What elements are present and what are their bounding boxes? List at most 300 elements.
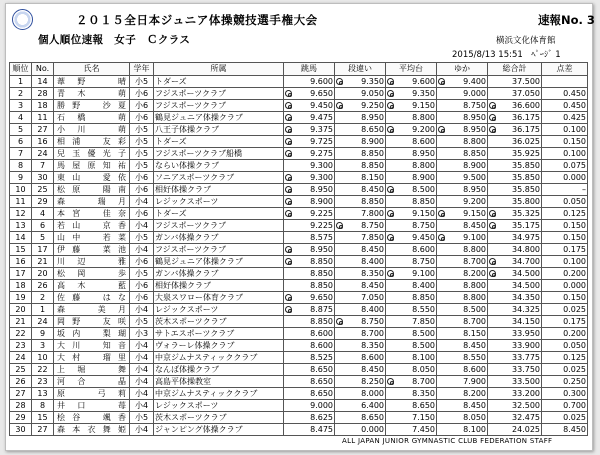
cell-rank: 16 [10,256,32,268]
cell-total: 36.175 [488,112,542,124]
cell-rank: 5 [10,124,32,136]
top-score-mark-icon [336,318,343,325]
cell-total: 34.500 [488,268,542,280]
cell-name: 兒玉優光子 [54,148,130,160]
cell-diff: 0.075 [542,160,588,172]
cell-beam: 8.650 [386,400,437,412]
cell-bars: 8.650 [335,412,386,424]
top-score-mark-icon [438,234,445,241]
cell-bars: 9.050 [335,88,386,100]
cell-club: サトエスポーツクラブ [154,328,284,340]
federation-footer: ALL JAPAN JUNIOR GYMNASTIC CLUB FEDERATION STAFF [342,437,553,445]
cell-bars: 0.000 [335,424,386,436]
cell-grade: 小4 [130,304,154,316]
cell-beam: 8.600 [386,244,437,256]
cell-rank: 24 [10,352,32,364]
cell-diff: 0.100 [542,256,588,268]
cell-floor: 9.100 [437,232,488,244]
cell-vault: 8.600 [284,328,335,340]
cell-no: 2 [32,292,54,304]
cell-diff: 0.025 [542,412,588,424]
top-score-mark-icon [336,102,343,109]
cell-grade: 小6 [130,280,154,292]
cell-total: 32.475 [488,412,542,424]
cell-total: 34.700 [488,256,542,268]
cell-bars: 8.350 [335,268,386,280]
cell-diff: 0.150 [542,292,588,304]
cell-total: 34.325 [488,304,542,316]
table-row [10,316,588,328]
table-row [10,400,588,412]
cell-vault: 9.000 [284,400,335,412]
cell-rank: 18 [10,280,32,292]
cell-floor: 8.950 [437,184,488,196]
cell-club: 中京ジムナスティッククラブ [154,352,284,364]
cell-vault: 9.650 [284,88,335,100]
cell-grade: 小4 [130,220,154,232]
cell-club: ヴォラーレ体操クラブ [154,340,284,352]
cell-vault: 8.850 [284,256,335,268]
cell-total: 35.925 [488,148,542,160]
cell-grade: 小6 [130,208,154,220]
top-score-mark-icon [438,210,445,217]
cell-grade: 小6 [130,100,154,112]
cell-grade: 小5 [130,268,154,280]
cell-bars: 8.700 [335,328,386,340]
cell-diff: 0.150 [542,136,588,148]
cell-rank: 25 [10,364,32,376]
cell-beam: 8.550 [386,304,437,316]
top-score-mark-icon [285,102,292,109]
cell-rank: 15 [10,244,32,256]
table-row [10,376,588,388]
cell-beam: 8.500 [386,184,437,196]
cell-total: 24.025 [488,424,542,436]
table-row [10,160,588,172]
cell-name: 青木 萌 [54,88,130,100]
cell-rank: 14 [10,232,32,244]
cell-beam: 8.050 [386,364,437,376]
cell-total: 33.200 [488,388,542,400]
cell-diff: 0.700 [542,400,588,412]
cell-diff: 0.425 [542,112,588,124]
cell-floor: 8.450 [437,220,488,232]
cell-no: 25 [32,184,54,196]
cell-total: 35.325 [488,208,542,220]
top-score-mark-icon [285,126,292,133]
top-score-mark-icon [387,90,394,97]
cell-vault: 9.725 [284,136,335,148]
cell-diff: 0.175 [542,244,588,256]
top-score-mark-icon [285,150,292,157]
cell-rank: 12 [10,208,32,220]
cell-diff: 0.050 [542,340,588,352]
cell-grade: 小6 [130,112,154,124]
cell-club: トダーズ [154,208,284,220]
cell-club: 中京ジムナスティッククラブ [154,388,284,400]
cell-no: 29 [32,196,54,208]
table-row [10,196,588,208]
cell-diff: 0.100 [542,148,588,160]
cell-bars: 6.400 [335,400,386,412]
cell-name: 桧谷 颯香 [54,412,130,424]
cell-no: 20 [32,268,54,280]
table-row [10,172,588,184]
cell-club: トダーズ [154,136,284,148]
cell-grade: 小3 [130,328,154,340]
cell-floor: 8.450 [437,340,488,352]
table-row [10,364,588,376]
cell-rank: 13 [10,220,32,232]
table-row [10,328,588,340]
table-row [10,136,588,148]
cell-diff: 0.025 [542,304,588,316]
cell-club: なんば体操クラブ [154,364,284,376]
top-score-mark-icon [387,186,394,193]
cell-club: フジスポーツクラブ [154,244,284,256]
cell-no: 9 [32,328,54,340]
col-header-diff: 点差 [542,63,588,76]
cell-no: 14 [32,76,54,88]
cell-no: 8 [32,400,54,412]
table-row [10,100,588,112]
cell-club: フジスポーツクラブ [154,88,284,100]
table-row [10,256,588,268]
cell-rank: 30 [10,424,32,436]
cell-floor: 8.750 [437,100,488,112]
cell-name: 松岡 歩 [54,268,130,280]
cell-club: 相好体操クラブ [154,184,284,196]
cell-diff: 0.200 [542,328,588,340]
cell-total: 33.950 [488,328,542,340]
table-row [10,292,588,304]
cell-grade: 小6 [130,292,154,304]
top-score-mark-icon [387,378,394,385]
top-score-mark-icon [489,114,496,121]
cell-no: 22 [32,364,54,376]
cell-floor: 8.800 [437,136,488,148]
cell-vault: 8.525 [284,352,335,364]
cell-floor: 8.700 [437,316,488,328]
cell-beam: 8.950 [386,148,437,160]
top-score-mark-icon [387,210,394,217]
cell-beam: 9.600 [386,76,437,88]
cell-no: 16 [32,136,54,148]
cell-no: 28 [32,88,54,100]
cell-floor: 8.200 [437,268,488,280]
cell-diff [542,76,588,88]
cell-rank: 19 [10,292,32,304]
cell-total: 34.350 [488,292,542,304]
cell-total: 34.975 [488,232,542,244]
top-score-mark-icon [285,138,292,145]
top-score-mark-icon [489,270,496,277]
cell-no: 10 [32,352,54,364]
table-row [10,208,588,220]
cell-grade: 小5 [130,316,154,328]
cell-diff: – [542,184,588,196]
cell-club: ガンバ体操クラブ [154,268,284,280]
cell-name: 本宮 佳奈 [54,208,130,220]
competition-title: ２０１５全日本ジュニア体操競技選手権大会 [76,13,318,27]
cell-floor: 9.400 [437,76,488,88]
col-header-bars: 段違い [335,63,386,76]
top-score-mark-icon [489,210,496,217]
cell-floor: 9.000 [437,88,488,100]
cell-diff: 0.125 [542,352,588,364]
cell-rank: 23 [10,340,32,352]
cell-bars: 8.350 [335,340,386,352]
top-score-mark-icon [489,126,496,133]
cell-total: 35.175 [488,220,542,232]
cell-vault: 9.300 [284,172,335,184]
cell-floor: 8.800 [437,244,488,256]
cell-floor: 8.150 [437,328,488,340]
cell-floor: 8.600 [437,364,488,376]
cell-rank: 26 [10,376,32,388]
cell-vault: 8.625 [284,412,335,424]
top-score-mark-icon [285,90,292,97]
cell-total: 35.850 [488,172,542,184]
cell-name: 馬屋原知祐 [54,160,130,172]
cell-grade: 小6 [130,172,154,184]
cell-diff: 0.450 [542,88,588,100]
table-row [10,232,588,244]
cell-beam: 9.350 [386,88,437,100]
cell-beam: 9.200 [386,124,437,136]
cell-vault: 8.850 [284,268,335,280]
cell-floor: 8.950 [437,124,488,136]
cell-beam: 9.100 [386,268,437,280]
cell-grade: 小5 [130,136,154,148]
cell-vault: 9.600 [284,76,335,88]
cell-grade: 小4 [130,244,154,256]
cell-no: 6 [32,220,54,232]
cell-no: 15 [32,412,54,424]
cell-grade: 小4 [130,400,154,412]
cell-grade: 小5 [130,412,154,424]
cell-bars: 8.450 [335,280,386,292]
cell-vault: 9.225 [284,220,335,232]
ranking-table [9,62,588,436]
cell-vault: 9.475 [284,112,335,124]
cell-floor: 9.150 [437,208,488,220]
cell-name: 森 美月 [54,304,130,316]
cell-bars: 8.450 [335,364,386,376]
col-header-rank: 順位 [10,63,32,76]
cell-grade: 小6 [130,88,154,100]
cell-rank: 9 [10,172,32,184]
top-score-mark-icon [336,222,343,229]
table-row [10,268,588,280]
cell-name: 上堀 舞 [54,364,130,376]
cell-beam: 8.850 [386,292,437,304]
cell-name: 石橋 萌 [54,112,130,124]
col-header-club: 所属 [154,63,284,76]
cell-total: 36.175 [488,124,542,136]
cell-beam: 8.500 [386,340,437,352]
table-row [10,340,588,352]
cell-bars: 8.600 [335,352,386,364]
top-score-mark-icon [285,246,292,253]
cell-bars: 8.400 [335,256,386,268]
cell-grade: 小4 [130,376,154,388]
cell-beam: 7.850 [386,316,437,328]
cell-beam: 8.850 [386,196,437,208]
cell-no: 27 [32,424,54,436]
cell-vault: 9.275 [284,148,335,160]
cell-diff: 0.050 [542,196,588,208]
top-score-mark-icon [285,258,292,265]
cell-no: 11 [32,112,54,124]
table-row [10,112,588,124]
top-score-mark-icon [489,258,496,265]
cell-vault: 8.600 [284,340,335,352]
cell-grade: 小5 [130,232,154,244]
cell-name: 森本衣舞姫 [54,424,130,436]
cell-no: 26 [32,280,54,292]
cell-vault: 9.375 [284,124,335,136]
cell-floor: 9.500 [437,172,488,184]
cell-vault: 8.950 [284,184,335,196]
table-row [10,184,588,196]
cell-no: 18 [32,100,54,112]
cell-club: 茨木スポーツクラブ [154,412,284,424]
top-score-mark-icon [387,78,394,85]
cell-diff: 8.450 [542,424,588,436]
cell-name: 井口 苺 [54,400,130,412]
cell-club: ソニアスポーツクラブ [154,172,284,184]
cell-club: ならい体操クラブ [154,160,284,172]
cell-vault: 9.225 [284,208,335,220]
cell-vault: 8.850 [284,316,335,328]
cell-name: 佐藤 はな [54,292,130,304]
cell-floor: 7.900 [437,376,488,388]
cell-vault: 8.900 [284,196,335,208]
cell-no: 13 [32,388,54,400]
cell-vault: 8.650 [284,376,335,388]
cell-club: レジックスポーツ [154,196,284,208]
cell-bars: 8.850 [335,148,386,160]
cell-diff: 0.200 [542,268,588,280]
cell-beam: 8.750 [386,220,437,232]
cell-vault: 8.650 [284,388,335,400]
cell-floor: 8.700 [437,256,488,268]
cell-bars: 8.750 [335,316,386,328]
cell-beam: 8.800 [386,112,437,124]
cell-total: 33.900 [488,340,542,352]
cell-vault: 8.475 [284,424,335,436]
cell-floor: 8.450 [437,400,488,412]
bulletin-number: 速報No. 3 [538,13,595,27]
cell-diff: 0.000 [542,280,588,292]
col-header-floor: ゆか [437,63,488,76]
cell-rank: 22 [10,328,32,340]
cell-floor: 8.550 [437,352,488,364]
cell-club: 高島平体操教室 [154,376,284,388]
cell-total: 34.150 [488,316,542,328]
cell-floor: 8.850 [437,148,488,160]
cell-beam: 9.150 [386,100,437,112]
cell-bars: 8.850 [335,160,386,172]
cell-club: 大泉スワロー体育クラブ [154,292,284,304]
cell-diff: 0.450 [542,100,588,112]
cell-club: 茨木スポーツクラブ [154,316,284,328]
cell-rank: 29 [10,412,32,424]
cell-diff: 0.100 [542,124,588,136]
cell-total: 37.050 [488,88,542,100]
top-score-mark-icon [285,306,292,313]
top-score-mark-icon [285,186,292,193]
cell-floor: 9.200 [437,196,488,208]
cell-rank: 10 [10,184,32,196]
cell-floor: 8.050 [437,412,488,424]
cell-name: 岡野 友咲 [54,316,130,328]
cell-rank: 17 [10,268,32,280]
cell-diff: 0.000 [542,172,588,184]
table-row [10,244,588,256]
cell-grade: 小4 [130,196,154,208]
cell-club: 八王子体操クラブ [154,124,284,136]
cell-bars: 8.650 [335,124,386,136]
cell-club: レジックスポーツ [154,400,284,412]
cell-name: 東山 愛依 [54,172,130,184]
cell-name: 川辺 雅 [54,256,130,268]
cell-club: レジックスポーツ [154,304,284,316]
cell-bars: 8.850 [335,196,386,208]
cell-beam: 8.400 [386,280,437,292]
ranking-rows [10,76,588,436]
cell-total: 33.500 [488,376,542,388]
cell-floor: 8.950 [437,112,488,124]
top-score-mark-icon [285,294,292,301]
col-header-name: 氏名 [54,63,130,76]
cell-bars: 8.450 [335,184,386,196]
cell-club: フジスポーツクラブ船橋 [154,148,284,160]
cell-bars: 9.350 [335,76,386,88]
cell-beam: 8.900 [386,172,437,184]
cell-total: 35.800 [488,196,542,208]
cell-no: 3 [32,340,54,352]
col-header-total: 総合計 [488,63,542,76]
cell-diff: 0.025 [542,364,588,376]
cell-rank: 4 [10,112,32,124]
cell-total: 36.025 [488,136,542,148]
cell-vault: 8.650 [284,364,335,376]
cell-grade: 小4 [130,424,154,436]
cell-no: 24 [32,148,54,160]
cell-bars: 7.800 [335,208,386,220]
cell-bars: 8.900 [335,136,386,148]
cell-floor: 8.100 [437,424,488,436]
cell-diff: 0.250 [542,376,588,388]
cell-rank: 1 [10,76,32,88]
cell-beam: 8.700 [386,376,437,388]
cell-total: 37.500 [488,76,542,88]
col-header-no: No. [32,63,54,76]
table-row [10,148,588,160]
top-score-mark-icon [285,174,292,181]
cell-bars: 7.850 [335,232,386,244]
cell-rank: 28 [10,400,32,412]
cell-grade: 小5 [130,76,154,88]
cell-name: 原 弓莉 [54,388,130,400]
cell-floor: 8.900 [437,160,488,172]
cell-club: 鶴見ジュニア体操クラブ [154,112,284,124]
top-score-mark-icon [387,126,394,133]
cell-name: 葦野 晴 [54,76,130,88]
cell-no: 23 [32,376,54,388]
